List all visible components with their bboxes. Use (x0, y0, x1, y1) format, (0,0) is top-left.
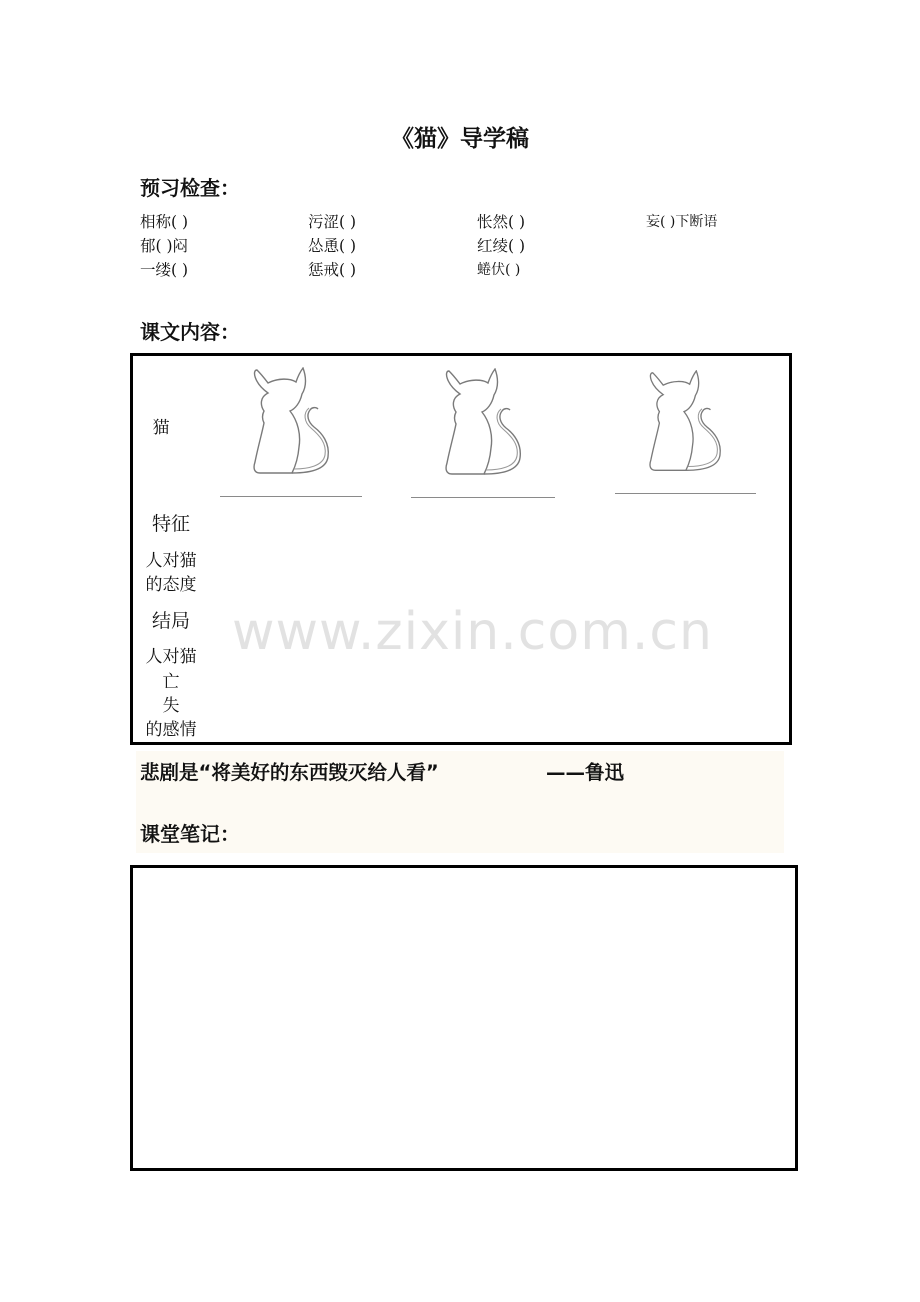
row-label-feeling: 失 (162, 696, 180, 716)
cat-underline (411, 497, 555, 498)
vocab-item: 怂恿( ) (308, 237, 357, 255)
page-title: 《猫》导学稿 (391, 126, 529, 152)
cat-outline-icon (440, 368, 524, 480)
row-label-traits: 特征 (151, 513, 190, 535)
notes-heading: 课堂笔记： (140, 822, 240, 846)
row-label-attitude: 人对猫 (145, 551, 197, 571)
cat-underline (615, 493, 756, 494)
row-label-attitude: 的态度 (145, 575, 197, 595)
vocab-item: 郁( )闷 (140, 237, 189, 255)
vocab-item: 红绫( ) (477, 237, 526, 255)
row-label-ending: 结局 (151, 610, 190, 632)
row-label-feeling: 亡 (162, 672, 180, 692)
quote-author: ——鲁迅 (546, 761, 625, 784)
quote-text: 悲剧是“将美好的东西毁灭给人看” (140, 761, 439, 784)
row-label-feeling: 的感情 (145, 720, 197, 740)
preview-heading: 预习检查： (140, 176, 240, 200)
cat-underline (220, 496, 362, 497)
row-label-cat: 猫 (152, 418, 170, 438)
cat-outline-icon (644, 370, 724, 476)
vocab-item: 污涩( ) (308, 213, 357, 231)
vocab-item: 妄( )下断语 (646, 214, 718, 230)
vocab-item: 蜷伏( ) (477, 262, 521, 278)
vocab-item: 惩戒( ) (308, 261, 357, 279)
cat-outline-icon (248, 367, 332, 479)
notes-box[interactable] (130, 865, 798, 1171)
row-label-feeling: 人对猫 (145, 647, 197, 667)
vocab-item: 相称( ) (140, 213, 189, 231)
vocab-item: 怅然( ) (477, 213, 526, 231)
vocab-item: 一缕( ) (140, 261, 189, 279)
watermark: www.zixin.com.cn (232, 602, 713, 662)
content-heading: 课文内容： (140, 320, 240, 344)
